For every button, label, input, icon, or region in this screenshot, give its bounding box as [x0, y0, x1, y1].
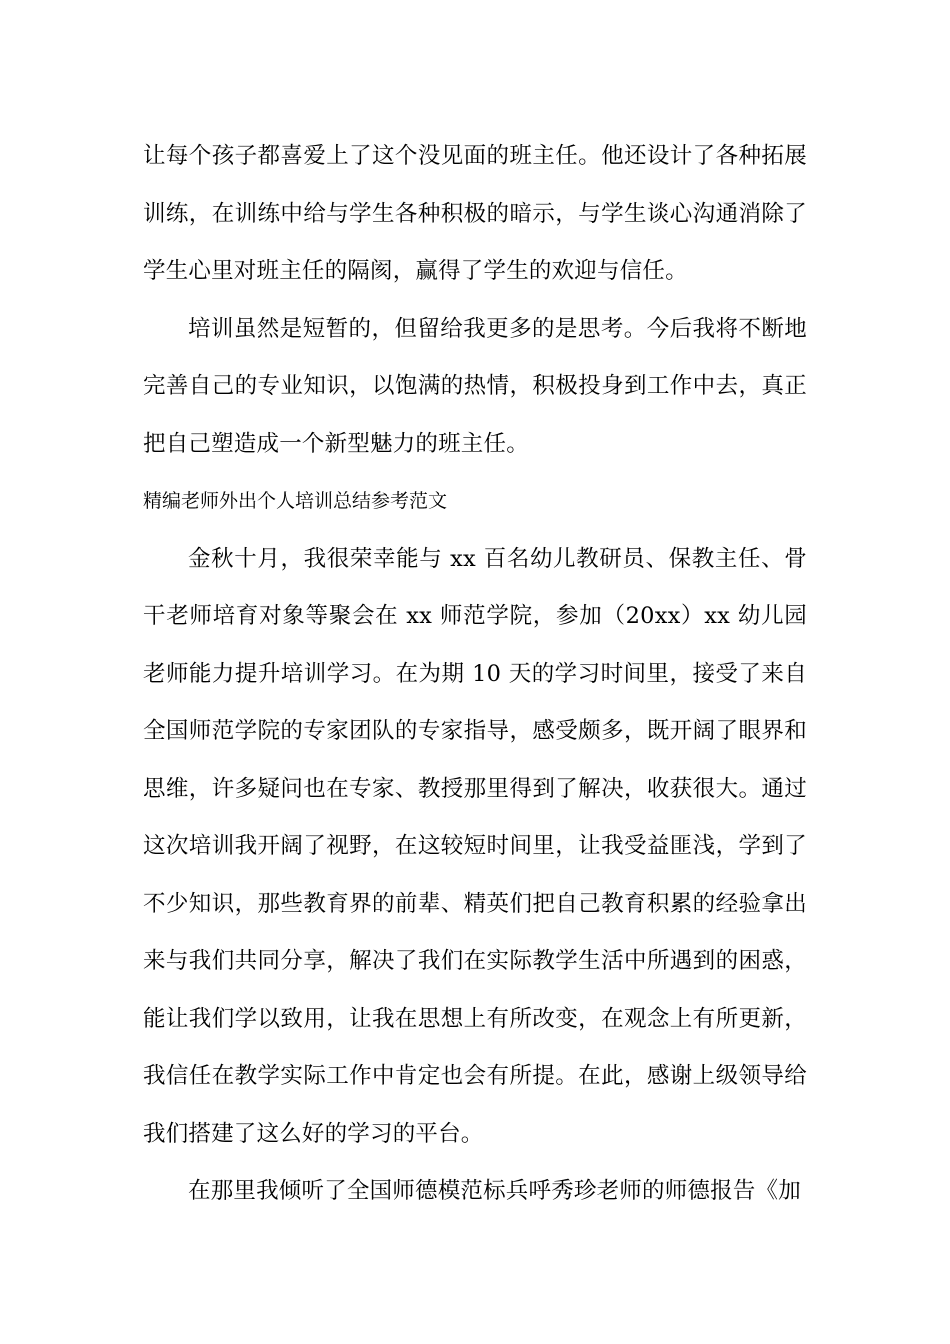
section-heading: 精编老师外出个人培训总结参考范文 [143, 490, 448, 512]
document-body [143, 128, 807, 1221]
paragraph-4: 在那里我倾听了全国师德模范标兵呼秀珍老师的师德报告《加 [188, 1178, 801, 1204]
paragraph-3: 金秋十月，我很荣幸能与 xx 百名幼儿教研员、保教主任、骨干老师培育对象等聚会在 xx 师范学院，参加（20xx）xx 幼儿园老师能力提升培训学习。在为期 10 天的学习时间里，接受了来自全国师范学院的专家团队的专家指导，感受颇多，既开阔了眼界和思维，许多疑问也在专家、教授那里得到了解决，收获很大。通过这次培训我开阔了视野，在这较短时间里，让我受益匪浅，学到了不少知识，那些教育界的前辈、精英们把自己教育积累的经验拿出来与我们共同分享，解决了我们在实际教学生活中所遇到的困惑，能让我们学以致用，让我在思想上有所改变，在观念上有所更新，我信任在教学实际工作中肯定也会有所提。在此，感谢上级领导给我们搭建了这么好的学习的平台。 [143, 545, 807, 1147]
paragraph-2: 培训虽然是短暂的，但留给我更多的是思考。今后我将不断地完善自己的专业知识，以饱满的热情，积极投身到工作中去，真正把自己塑造成一个新型魅力的班主任。 [143, 315, 807, 457]
paragraph-1: 让每个孩子都喜爱上了这个没见面的班主任。他还设计了各种拓展训练，在训练中给与学生各种积极的暗示，与学生谈心沟通消除了学生心里对班主任的隔阂，赢得了学生的欢迎与信任。 [143, 143, 807, 284]
